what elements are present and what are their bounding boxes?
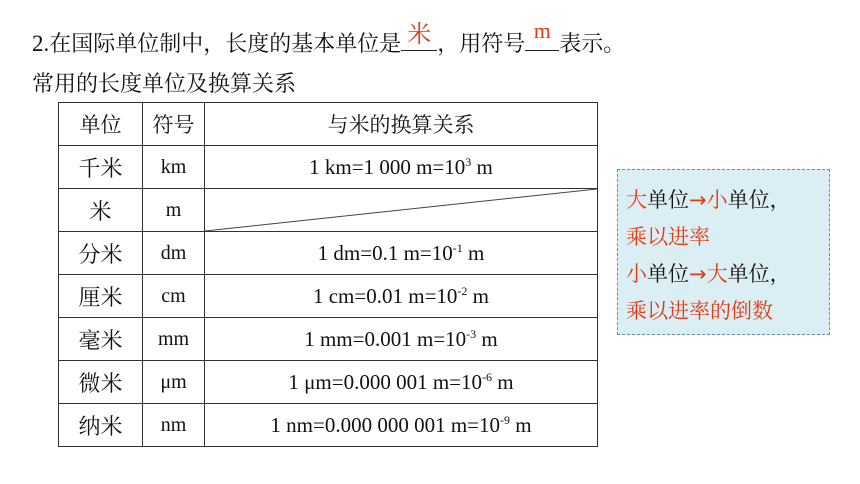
unit-name: 厘米: [59, 275, 143, 318]
conversion-text: 1 mm=0.001 m=10: [304, 326, 467, 351]
conversion-tip-box: [617, 169, 830, 335]
conversion-text: 1 cm=0.01 m=10: [312, 283, 458, 308]
tip-line-4: 乘以进率的倒数: [626, 299, 773, 323]
answer-blank-symbol: [525, 18, 559, 51]
unit-symbol: km: [143, 146, 205, 189]
conversion-cell: [205, 318, 598, 361]
diagonal-slash: [205, 189, 597, 231]
empty-slash-cell: [205, 189, 598, 232]
conversion-text: 1 km=1 000 m=10: [309, 154, 466, 179]
table-row: [59, 146, 598, 189]
conversion-tail: m: [462, 240, 485, 265]
conversion-cell: [205, 232, 598, 275]
unit-name: 微米: [59, 361, 143, 404]
conversion-tail: m: [467, 283, 490, 308]
conversion-exponent: -2: [457, 283, 468, 298]
section-subtitle: 常用的长度单位及换算关系: [32, 72, 297, 97]
answer-blank-unit: [401, 20, 437, 51]
table-row: [59, 404, 598, 447]
question-number: 2.: [32, 31, 50, 56]
conversion-exponent: 3: [465, 154, 472, 169]
table-row: [59, 318, 598, 361]
header-conversion: 与米的换算关系: [205, 103, 598, 146]
header-symbol: 符号: [143, 103, 205, 146]
conversion-tail: m: [510, 412, 532, 437]
question-text-after: 表示。: [559, 32, 626, 57]
table-row: [59, 189, 598, 232]
answer-unit: 米: [407, 20, 432, 48]
arrow-right-icon: →: [689, 188, 707, 212]
tip-line-1: 大单位→小单位，: [626, 188, 791, 212]
conversion-cell: [205, 404, 598, 447]
unit-symbol: cm: [143, 275, 205, 318]
conversion-tail: m: [471, 154, 493, 179]
header-unit: 单位: [59, 103, 143, 146]
conversion-tail: m: [476, 326, 498, 351]
conversion-exponent: -6: [482, 369, 493, 384]
conversion-text: 1 dm=0.1 m=10: [317, 240, 453, 265]
question-text-middle: ，用符号: [437, 32, 526, 57]
unit-conversion-table: [58, 102, 598, 447]
table-header-row: [59, 103, 598, 146]
conversion-cell: [205, 146, 598, 189]
conversion-exponent: -9: [500, 412, 510, 427]
table-row: [59, 275, 598, 318]
conversion-text: 1 μm=0.000 001 m=10: [288, 369, 483, 394]
table-row: [59, 232, 598, 275]
unit-symbol: μm: [143, 361, 205, 404]
tip-line-2: 乘以进率: [626, 225, 710, 249]
unit-name: 米: [59, 189, 143, 232]
unit-symbol: mm: [143, 318, 205, 361]
conversion-exponent: -3: [466, 326, 477, 341]
conversion-cell: [205, 275, 598, 318]
tip-line-3: 小单位→大单位，: [626, 262, 791, 286]
unit-name: 毫米: [59, 318, 143, 361]
question-line: [32, 18, 626, 60]
conversion-exponent: -1: [452, 240, 463, 255]
unit-name: 分米: [59, 232, 143, 275]
table-row: [59, 361, 598, 404]
conversion-tail: m: [492, 369, 514, 394]
unit-symbol: nm: [143, 404, 205, 447]
arrow-right-icon: →: [689, 262, 707, 286]
answer-symbol: m: [533, 18, 551, 43]
unit-name: 纳米: [59, 404, 143, 447]
unit-name: 千米: [59, 146, 143, 189]
conversion-text: 1 nm=0.000 000 001 m=10: [270, 412, 500, 437]
question-text-before: 在国际单位制中，长度的基本单位是: [49, 32, 402, 57]
unit-symbol: m: [143, 189, 205, 232]
unit-symbol: dm: [143, 232, 205, 275]
conversion-cell: [205, 361, 598, 404]
